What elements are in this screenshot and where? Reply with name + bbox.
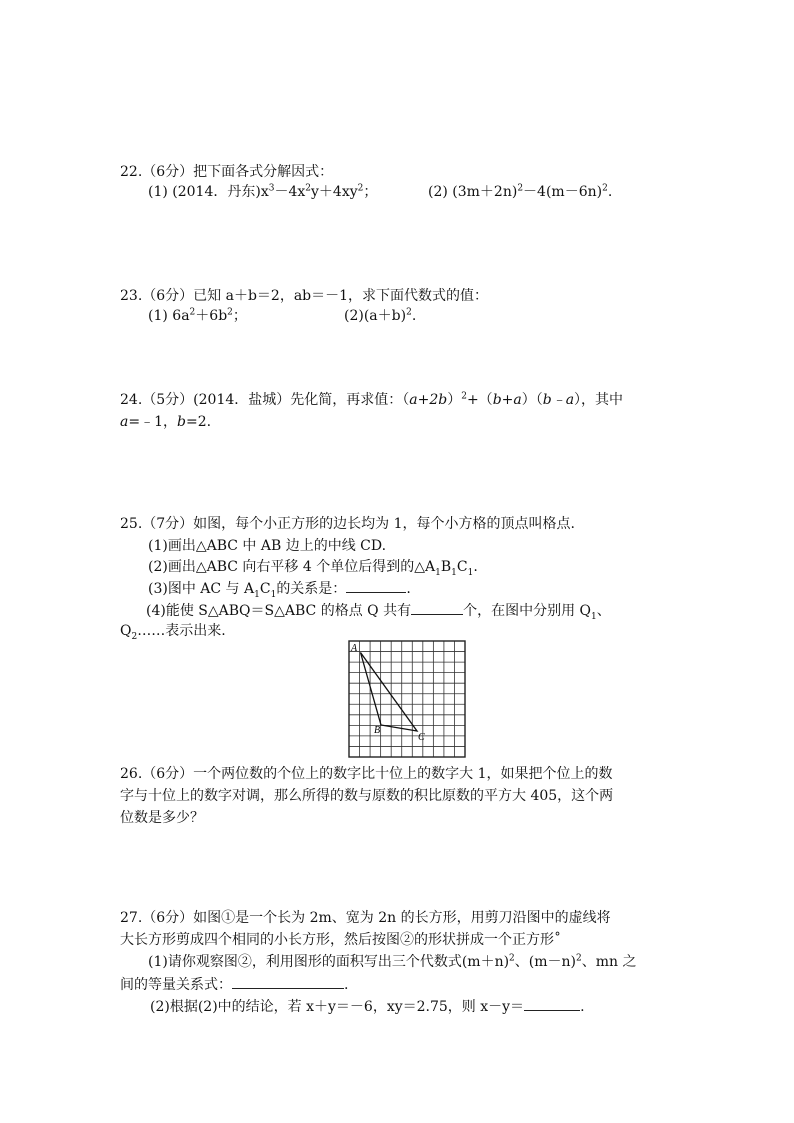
q22-part2: (2) $(3m+2n)^2-4(m-6n)^2$. — [428, 183, 613, 200]
q27-part1-blank[interactable] — [232, 974, 344, 989]
q25-part1: (1)画出△ABC 中 AB 边上的中线 CD. — [148, 538, 387, 554]
q23-part2: $(2)(a+b)^2$. — [344, 307, 417, 324]
label-b: B — [374, 725, 381, 736]
q27-part2: (2)根据(2)中的结论，若 x＋y＝－6，xy＝2.75，则 x－y＝ . — [150, 996, 585, 1017]
q23-part1: (1) $6a^2+6b^2$； — [148, 307, 247, 324]
q24-line2: a=﹣1，b=2. — [120, 414, 212, 430]
q25-part4: (4)能使 S△ABQ＝S△ABC 的格点 Q 共有 个，在图中分别用 $Q_1$、 — [146, 600, 611, 621]
q25-stem: 25.（7分）如图，每个小正方形的边长均为 1，每个小方格的顶点叫格点. — [120, 516, 575, 532]
label-a: A — [351, 643, 358, 654]
q24-line1: 24.（5分）(2014．盐城）先化简，再求值：$(a+2b)^2+(b+a)(b﹣a)$，其中 — [120, 391, 624, 408]
q27-part1: (1)请你观察图②，利用图形的面积写出三个代数式$(m+n)^2$、$(m-n)^2$、mn 之 — [148, 953, 637, 970]
q26-line1: 26.（6分）一个两位数的个位上的数字比十位上的数字大 1，如果把个位上的数 — [120, 766, 613, 782]
q27-part2-blank[interactable] — [524, 996, 580, 1011]
q22-part1: (1) (2014．丹东)$x^3-4x^2y+4xy^2$； — [148, 183, 378, 200]
q26-line3: 位数是多少？ — [120, 810, 204, 826]
q22-stem: 22.（6分）把下面各式分解因式： — [120, 164, 334, 180]
q27-line2: 大长方形剪成四个相同的小长方形，然后按图②的形状拼成一个正方形˚ — [120, 932, 561, 948]
q26-line2: 字与十位上的数字对调，那么所得的数与原数的积比原数的平方大 405，这个两 — [120, 788, 614, 804]
q25-part4-line2: $Q_2\dots\dots$表示出来. — [120, 623, 226, 642]
q27-part1-line2: 间的等量关系式： . — [120, 974, 348, 995]
q25-part2: (2)画出△ABC 向右平移 4 个单位后得到的$\triangle A_1B_1C_1$. — [148, 559, 478, 578]
q25-part3-blank[interactable] — [346, 578, 406, 593]
q27-line1: 27.（6分）如图①是一个长为 2m、宽为 2n 的长方形，用剪刀沿图中的虚线将 — [120, 910, 611, 926]
q25-part3: (3)图中 AC 与 $A_1C_1$的关系是： . — [148, 578, 411, 599]
triangle-abc — [361, 653, 418, 732]
label-c: C — [418, 732, 425, 743]
q25-grid-figure — [348, 640, 466, 758]
grid-border — [349, 641, 465, 757]
q23-stem: 23.（6分）已知 a＋b＝2，ab＝－1，求下面代数式的值： — [120, 288, 489, 304]
grid-lines — [349, 641, 465, 757]
q25-part4-blank[interactable] — [411, 600, 463, 615]
